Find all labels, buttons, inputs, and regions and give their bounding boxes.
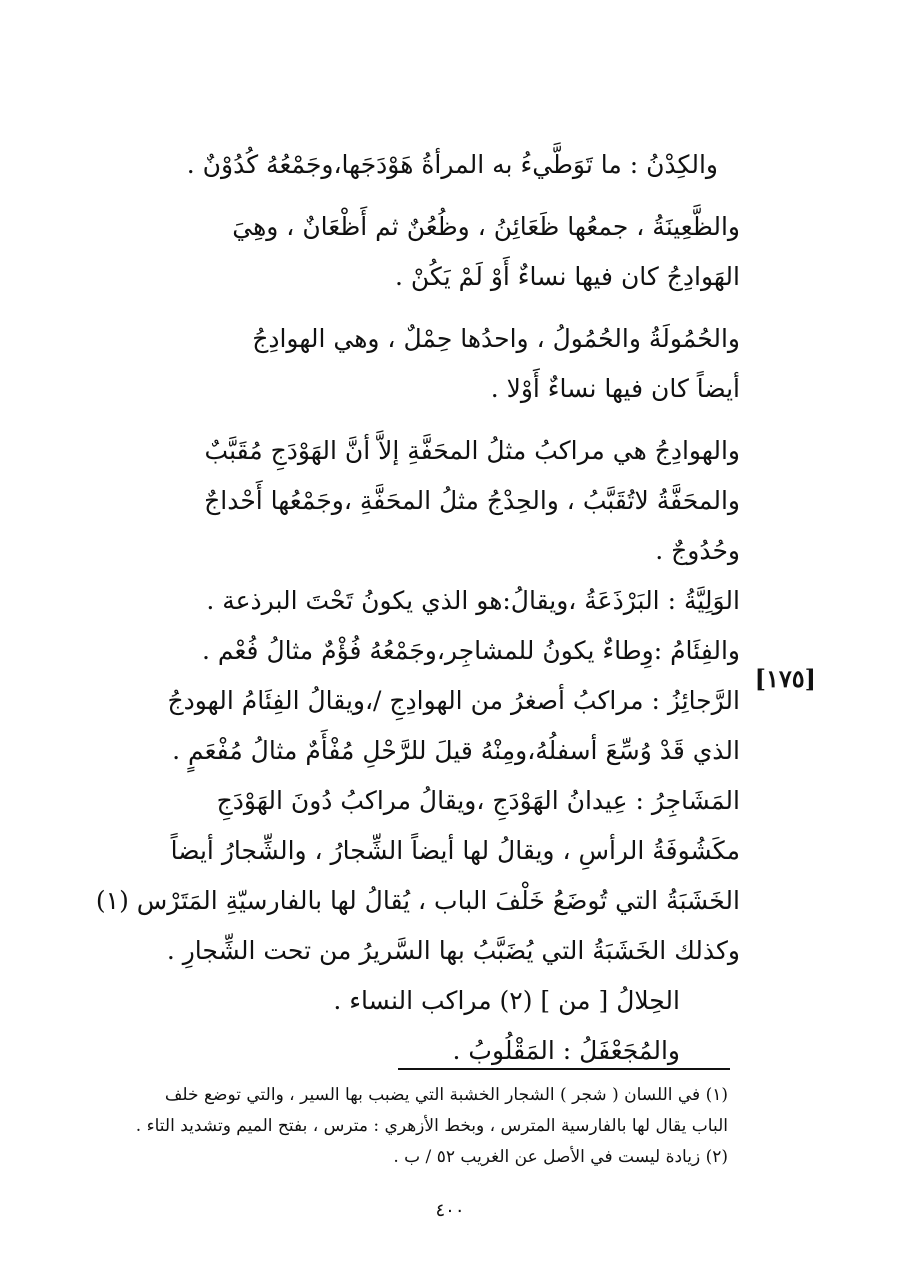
text-line: والحُمُولَةُ والحُمُولُ ، واحدُها حِمْلٌ ، وهي الهوادِجُ xyxy=(252,324,740,353)
text-line: والفِئَامُ :وِطاءٌ يكونُ للمشاجِر،وجَمْعُهُ فُؤْمٌ مثالُ فُعْم . xyxy=(201,636,740,665)
footnote-line: (١) في اللسان ( شجر ) الشجار الخشبة التي يضبب بها السير ، والتي توضع خلف xyxy=(164,1085,728,1105)
footnotes xyxy=(86,1080,728,1173)
text-line: الذي قَدْ وُسِّعَ أسفلُهُ،ومِنْهُ قيلَ للرَّحْلِ مُفْأَمٌ مثالُ مُفْعَمٍ . xyxy=(172,736,740,765)
text-line: الوَلِيَّةُ : البَرْذَعَةُ ،ويقالُ:هو الذي يكونُ تَحْتَ البرذعة . xyxy=(206,586,740,615)
text-line: المَشَاجِرُ : عِيدانُ الهَوْدَجِ ،ويقالُ مراكبُ دُونَ الهَوْدَجِ xyxy=(216,786,740,815)
text-line: الهَوادِجُ كان فيها نساءٌ أَوْ لَمْ يَكُنْ . xyxy=(394,262,740,291)
footnote-line: الباب يقال لها بالفارسية المترس ، وبخط الأزهري : مترس ، بفتح الميم وتشديد التاء . xyxy=(135,1116,728,1136)
page-number: ٤٠٠ xyxy=(435,1200,465,1221)
text-line: الخَشَبَةُ التي تُوضَعُ خَلْفَ الباب ، يُقالُ لها بالفارسيّةِ المَتَرْس (١) xyxy=(95,886,740,915)
margin-page-reference: [١٧٥] xyxy=(754,664,816,693)
text-line: والمحَفَّةُ لاتُقَبَّبُ ، والحِدْجُ مثلُ المحَفَّةِ ،وجَمْعُها أَحْداجٌ xyxy=(204,486,740,515)
body-text xyxy=(95,140,740,1076)
text-line: أيضاً كان فيها نساءٌ أَوْلا . xyxy=(490,374,740,403)
footnote-line: (٢) زيادة ليست في الأصل عن الغريب ٥٢ / ب . xyxy=(393,1147,728,1167)
text-line: والظَّعِينَةُ ، جمعُها ظَعَائِنُ ، وظُعُنٌ ثم أَظْعَانٌ ، وهِيَ xyxy=(232,212,740,241)
text-line: الحِلالُ [ من ] (٢) مراكب النساء . xyxy=(333,986,680,1015)
text-line: والمُجَعْفَلُ : المَقْلُوبُ . xyxy=(452,1036,680,1065)
text-line: وحُدُوجٌ . xyxy=(655,536,740,565)
text-line: وكذلك الخَشَبَةُ التي يُضَبَّبُ بها السَّريرُ من تحت الشِّجارِ . xyxy=(166,936,740,965)
text-line: والكِدْنُ : ما تَوَطَّيءُ به المرأةُ هَوْدَجَها،وجَمْعُهُ كُدُوْنٌ . xyxy=(186,150,718,179)
text-line: مكَشُوفَةُ الرأسِ ، ويقالُ لها أيضاً الشِّجارُ ، والشِّجارُ أيضاً xyxy=(170,836,740,865)
footnote-divider xyxy=(398,1068,730,1070)
text-line: الرَّجائِزُ : مراكبُ أصغرُ من الهوادِجِ /،ويقالُ الفِئَامُ الهودجُ xyxy=(167,686,740,715)
text-line: والهوادِجُ هي مراكبُ مثلُ المحَفَّةِ إلاَّ أنَّ الهَوْدَجِ مُقَبَّبٌ xyxy=(204,436,740,465)
